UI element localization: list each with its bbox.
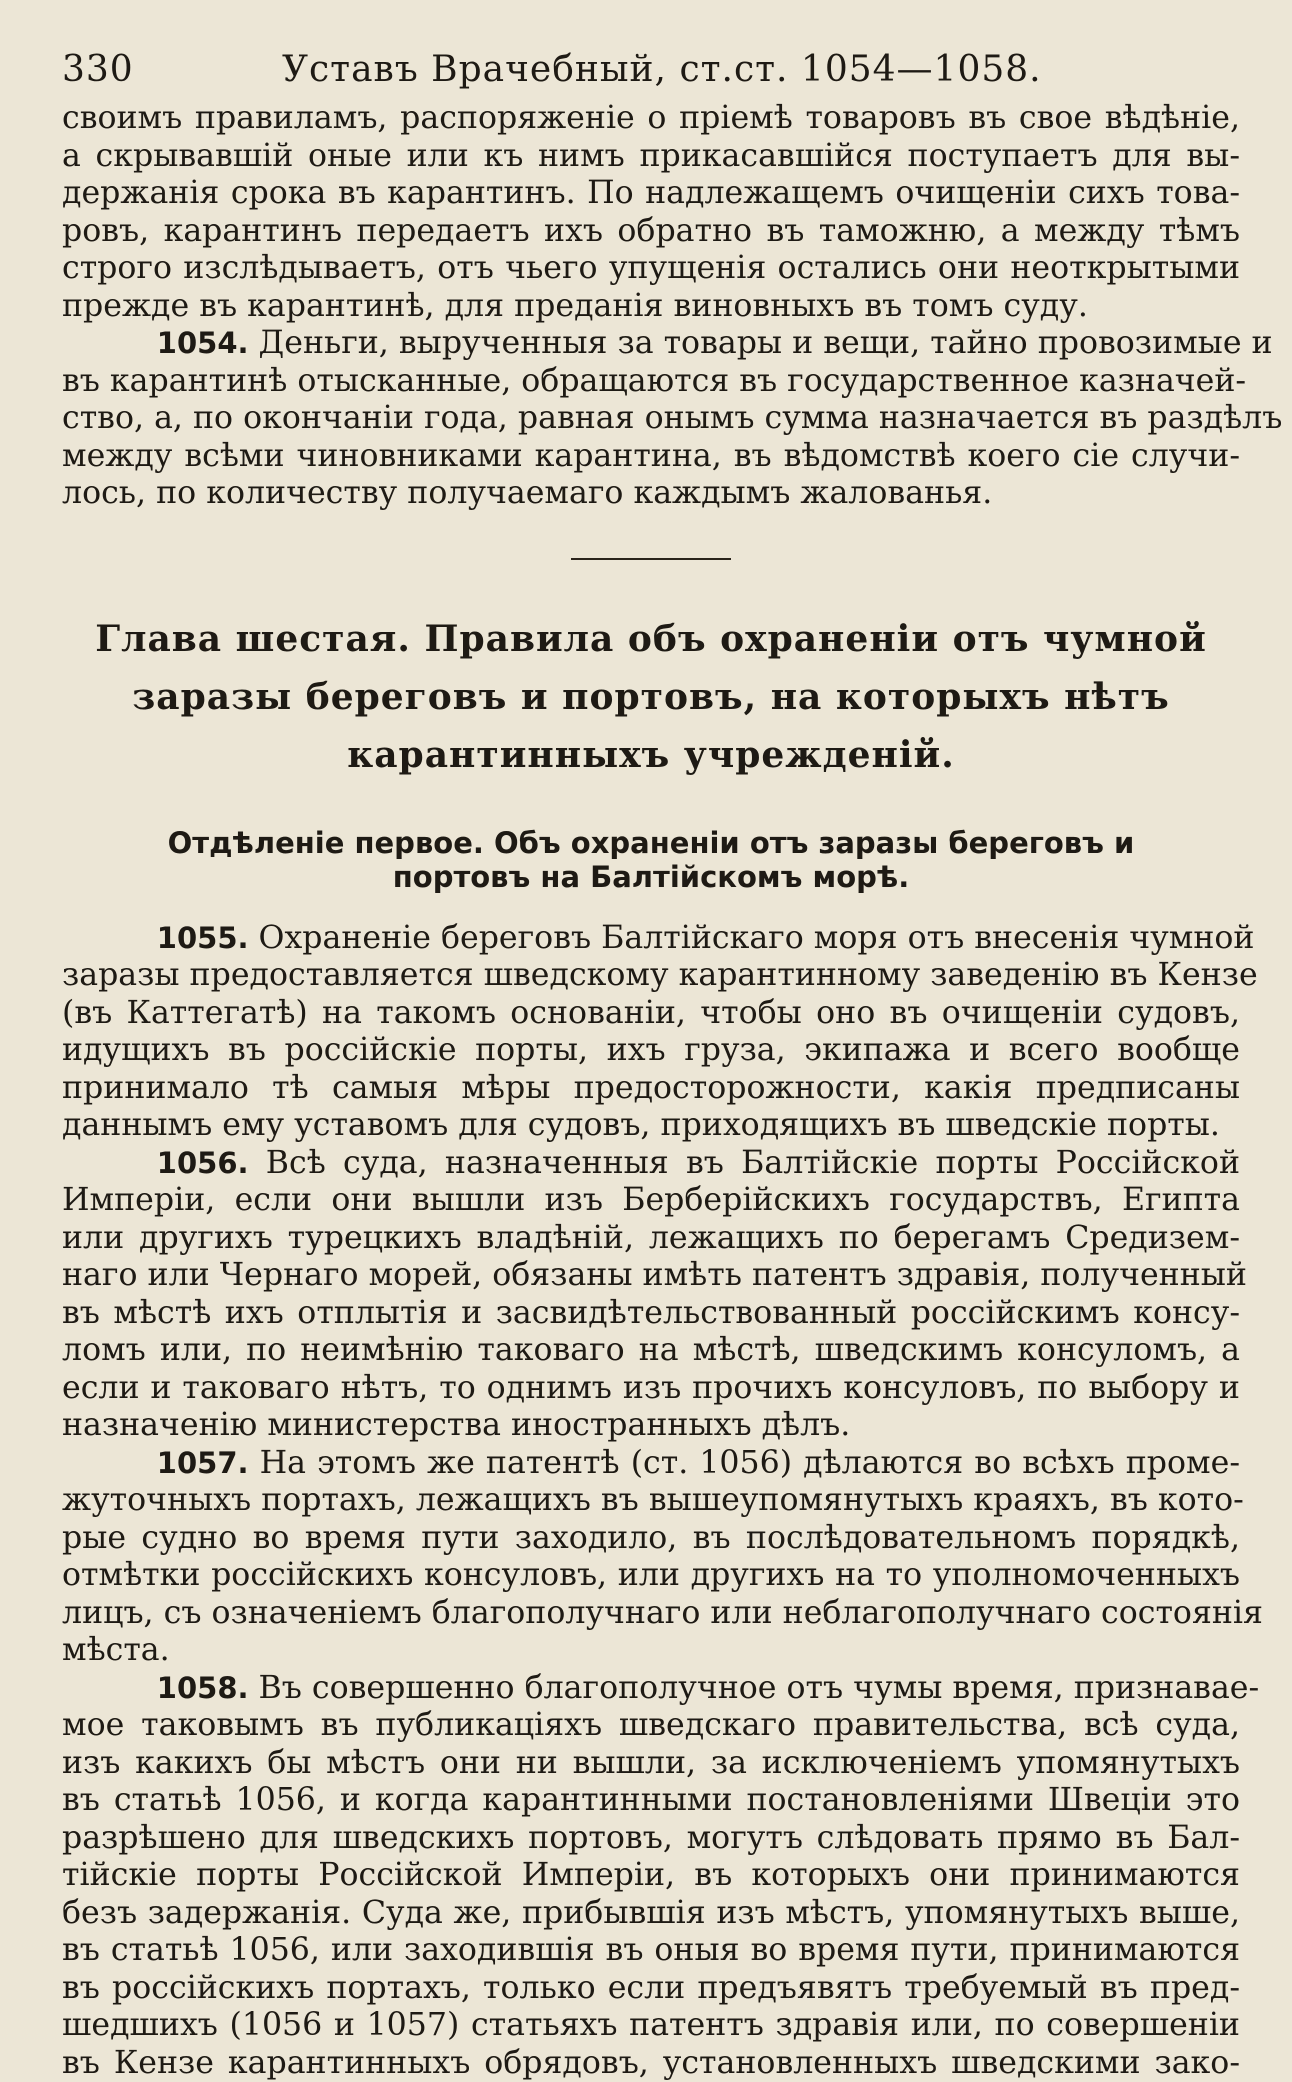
page-header (62, 40, 1240, 100)
text-line: въ Кензе карантинныхъ обрядовъ, установленныхъ шведскими зако- (62, 2045, 1240, 2082)
article-1057 (62, 1445, 1240, 1670)
text-line: Имперіи, если они вышли изъ Берберійскихъ государствъ, Египта (62, 1182, 1240, 1220)
article-number: 1057. (157, 1446, 249, 1480)
text-line: разрѣшено для шведскихъ портовъ, могутъ слѣдовать прямо въ Бал- (62, 1820, 1240, 1858)
text-line: жуточныхъ портахъ, лежащихъ въ вышеупомянутыхъ краяхъ, въ кото- (62, 1482, 1240, 1520)
text-line: а скрывавшій оные или къ нимъ прикасавшійся поступаетъ для вы- (62, 138, 1240, 176)
running-title: Уставъ Врачебный, ст.ст. 1054—1058. (282, 40, 1042, 100)
text-line: даннымъ ему уставомъ для судовъ, приходящихъ въ шведскіе порты. (62, 1107, 1240, 1145)
article-number: 1058. (157, 1671, 249, 1705)
chapter-heading-line: Глава шестая. Правила объ охраненіи отъ чумной (62, 610, 1240, 668)
text-line: ломъ или, по неимѣнію таковаго на мѣстѣ, шведскимъ консуломъ, а (62, 1332, 1240, 1370)
text-line: въ мѣстѣ ихъ отплытія и засвидѣтельствованный россійскимъ консу- (62, 1295, 1240, 1333)
article-1056 (62, 1145, 1240, 1445)
text-line: прежде въ карантинѣ, для преданія виновныхъ въ томъ суду. (62, 288, 1240, 326)
section-divider (571, 558, 731, 560)
text-line: идущихъ въ россійскіе порты, ихъ груза, экипажа и всего вообще (62, 1032, 1240, 1070)
article-text: Деньги, вырученныя за товары и вещи, тайно провозимые и (249, 325, 1273, 361)
text-line: или другихъ турецкихъ владѣній, лежащихъ по берегамъ Средизем- (62, 1220, 1240, 1258)
text-line: въ статьѣ 1056, и когда карантинными постановленіями Швеціи это (62, 1782, 1240, 1820)
article-1058 (62, 1670, 1240, 2082)
text-line: лось, по количеству получаемаго каждымъ жалованья. (62, 475, 1240, 513)
text-line: если и таковаго нѣтъ, то однимъ изъ прочихъ консуловъ, по выбору и (62, 1370, 1240, 1408)
article-number: 1056. (157, 1146, 249, 1180)
text-line: въ статьѣ 1056, или заходившія въ оныя во время пути, принимаются (62, 1932, 1240, 1970)
text-line: мое таковымъ въ публикаціяхъ шведскаго правительства, всѣ суда, (62, 1707, 1240, 1745)
text-line (62, 1145, 1240, 1183)
text-line: между всѣми чиновниками карантина, въ вѣдомствѣ коего сіе случи- (62, 438, 1240, 476)
article-1055 (62, 920, 1240, 1145)
text-line: своимъ правиламъ, распоряженіе о пріемѣ товаровъ въ свое вѣдѣніе, (62, 100, 1240, 138)
article-text: На этомъ же патентѣ (ст. 1056) дѣлаются во всѣхъ проме- (249, 1445, 1240, 1481)
text-line: мѣста. (62, 1632, 1240, 1670)
text-line (62, 1445, 1240, 1483)
text-line (62, 1670, 1240, 1708)
text-line: рые судно во время пути заходило, въ послѣдовательномъ порядкѣ, (62, 1520, 1240, 1558)
section-heading-line: Отдѣленіе первое. Объ охраненіи отъ заразы береговъ и (62, 826, 1240, 860)
page-number: 330 (62, 40, 282, 100)
text-line: держанія срока въ карантинъ. По надлежащемъ очищеніи сихъ това- (62, 175, 1240, 213)
article-text: Всѣ суда, назначенныя въ Балтійскіе порты Россійской (249, 1145, 1240, 1181)
text-line: въ россійскихъ портахъ, только если предъявятъ требуемый въ пред- (62, 1970, 1240, 2008)
text-line: назначенію министерства иностранныхъ дѣлъ. (62, 1407, 1240, 1445)
text-line: въ карантинѣ отысканные, обращаются въ государственное казначей- (62, 363, 1240, 401)
text-line: безъ задержанія. Суда же, прибывшія изъ мѣстъ, упомянутыхъ выше, (62, 1895, 1240, 1933)
text-line: лицъ, съ означеніемъ благополучнаго или неблагополучнаго состоянія (62, 1595, 1240, 1633)
article-number: 1055. (157, 921, 249, 955)
text-line: тійскіе порты Россійской Имперіи, въ которыхъ они принимаются (62, 1857, 1240, 1895)
text-line: изъ какихъ бы мѣстъ они ни вышли, за исключеніемъ упомянутыхъ (62, 1745, 1240, 1783)
text-line: шедшихъ (1056 и 1057) статьяхъ патентъ здравія или, по совершеніи (62, 2007, 1240, 2045)
section-heading-line: портовъ на Балтійскомъ морѣ. (62, 860, 1240, 894)
text-line: строго изслѣдываетъ, отъ чьего упущенія остались они неоткрытыми (62, 250, 1240, 288)
text-line (62, 920, 1240, 958)
chapter-heading-line: заразы береговъ и портовъ, на которыхъ нѣтъ (62, 668, 1240, 726)
text-line: (въ Каттегатѣ) на такомъ основаніи, чтобы оно въ очищеніи судовъ, (62, 995, 1240, 1033)
text-line: принимало тѣ самыя мѣры предосторожности, какія предписаны (62, 1070, 1240, 1108)
article-text: Охраненіе береговъ Балтійскаго моря отъ внесенія чумной (249, 920, 1255, 956)
section-heading (62, 826, 1240, 894)
document-page (62, 40, 1240, 2082)
article-text: Въ совершенно благополучное отъ чумы время, признавае- (249, 1670, 1260, 1706)
text-line: ство, а, по окончаніи года, равная онымъ сумма назначается въ раздѣлъ (62, 400, 1240, 438)
article-1054 (62, 325, 1240, 513)
chapter-heading-line: карантинныхъ учрежденій. (62, 726, 1240, 784)
text-line: отмѣтки россійскихъ консуловъ, или другихъ на то уполномоченныхъ (62, 1557, 1240, 1595)
chapter-heading (62, 610, 1240, 784)
text-line: наго или Чернаго морей, обязаны имѣть патентъ здравія, полученный (62, 1257, 1240, 1295)
text-line: заразы предоставляется шведскому карантинному заведенію въ Кензе (62, 957, 1240, 995)
article-number: 1054. (157, 326, 249, 360)
text-line (62, 325, 1240, 363)
paragraph-continued (62, 100, 1240, 325)
text-line: ровъ, карантинъ передаетъ ихъ обратно въ таможню, а между тѣмъ (62, 213, 1240, 251)
